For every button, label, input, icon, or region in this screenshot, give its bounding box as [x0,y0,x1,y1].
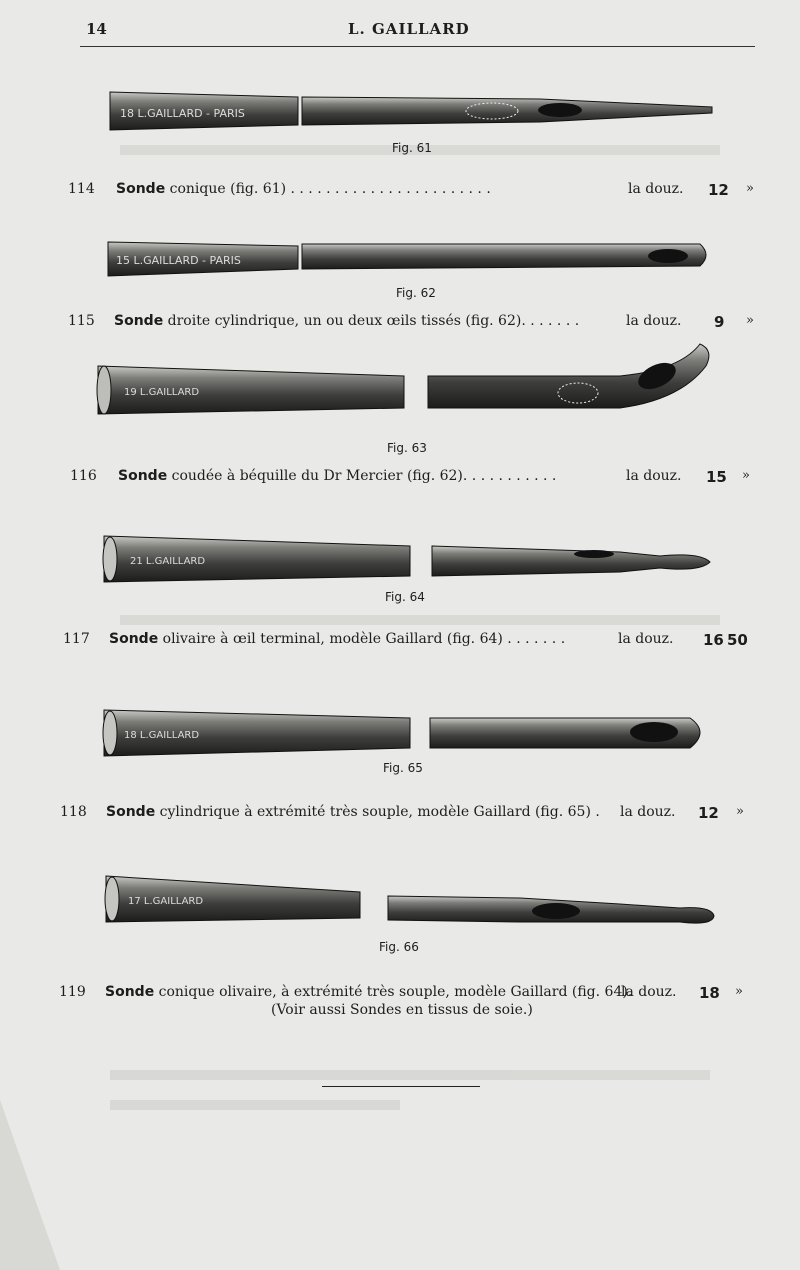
imprint-66: 17 L.GAILLARD [128,896,204,907]
imprint-61: 18 L.GAILLARD - PARIS [120,107,245,120]
running-title: L. GAILLARD [348,20,470,38]
entry-price: 18 [699,984,720,1002]
entry-number: 116 [70,468,97,484]
figure-caption-66: Fig. 66 [379,940,419,954]
entry-cents: » [742,468,750,483]
catheter-illustration-61 [110,92,712,130]
end-rule [322,1086,480,1087]
entry-cents: » [736,804,744,819]
entry-name: Sonde [118,468,168,484]
entry-description: cylindrique à extrémité très souple, modèle Gaillard (fig. 65) . [159,804,600,820]
figure-caption-61: Fig. 61 [392,141,432,155]
imprint-62: 15 L.GAILLARD - PARIS [116,254,241,267]
entry-name: Sonde [109,631,159,647]
imprint-63: 19 L.GAILLARD [124,387,200,398]
entry-unit: la douz. [620,804,676,820]
entry-description: coudée à béquille du Dr Mercier (fig. 62). . . . . . . . . . . [171,468,557,484]
entry-number: 119 [59,984,86,1000]
entry-price: 15 [706,468,727,486]
entry-price: 9 [714,313,725,331]
entry-unit: la douz. [626,313,682,329]
catheter-illustration-63 [97,344,709,414]
catheter-illustration-65 [103,710,700,756]
entry-name: Sonde [105,984,155,1000]
entry-unit: la douz. [621,984,677,1000]
entry-number: 118 [60,804,87,820]
entry-cents: 50 [727,631,748,649]
entry-price: 12 [708,181,729,199]
entry-description: olivaire à œil terminal, modèle Gaillard (fig. 64) . . . . . . . [162,631,566,647]
entry-unit: la douz. [618,631,674,647]
entry-name: Sonde [116,181,166,197]
catheter-illustration-64 [103,536,710,582]
entry-number: 117 [63,631,90,647]
entry-name: Sonde [106,804,156,820]
entry-cents: » [746,181,754,196]
entry-name: Sonde [114,313,164,329]
figure-caption-65: Fig. 65 [383,761,423,775]
entry-number: 114 [68,181,95,197]
entry-description: droite cylindrique, un ou deux œils tissés (fig. 62). . . . . . . [167,313,580,329]
entry-description: conique olivaire, à extrémité très souple, modèle Gaillard (fig. 64). [158,984,633,1000]
entry-unit: la douz. [628,181,684,197]
imprint-64: 21 L.GAILLARD [130,556,206,567]
figure-caption-63: Fig. 63 [387,441,427,455]
catheter-illustration-62 [108,242,706,276]
figure-caption-62: Fig. 62 [396,286,436,300]
entry-unit: la douz. [626,468,682,484]
cross-reference-note: (Voir aussi Sondes en tissus de soie.) [271,1002,533,1018]
entry-cents: » [735,984,743,999]
entry-cents: » [746,313,754,328]
entry-price: 16 [703,631,724,649]
page-number: 14 [86,20,107,38]
figure-caption-64: Fig. 64 [385,590,425,604]
entry-price: 12 [698,804,719,822]
entry-description: conique (fig. 61) . . . . . . . . . . . . . . . . . . . . . . . [169,181,491,197]
entry-number: 115 [68,313,95,329]
imprint-65: 18 L.GAILLARD [124,730,200,741]
catheter-illustration-66 [105,876,714,923]
